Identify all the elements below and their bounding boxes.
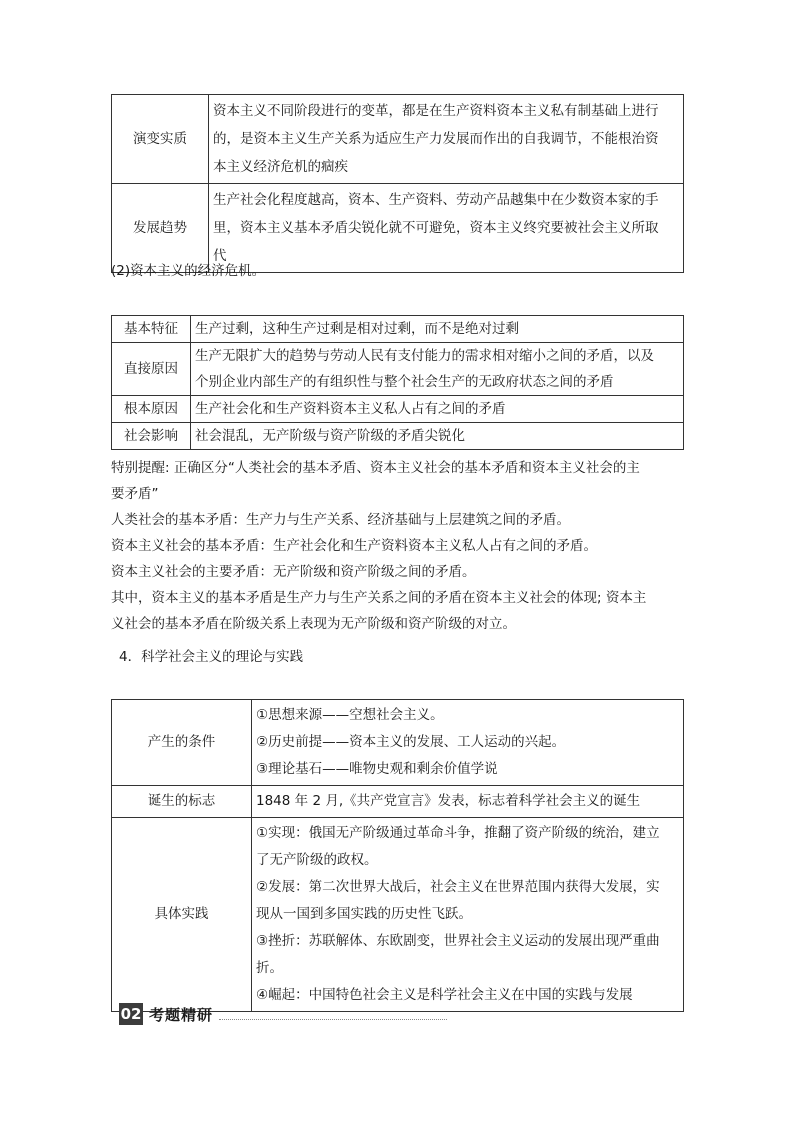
- table-row: [112, 343, 684, 396]
- note-line: 资本主义社会的基本矛盾：生产社会化和生产资料资本主义私人占有之间的矛盾。: [111, 538, 597, 554]
- text-line: 代: [213, 248, 227, 264]
- text-line: 了无产阶级的政权。: [256, 852, 378, 868]
- table-row: [112, 95, 684, 184]
- row-header: 根本原因: [112, 396, 191, 423]
- text-line: 生产社会化和生产资料资本主义私人占有之间的矛盾: [195, 401, 506, 417]
- table-row: [112, 786, 684, 818]
- row-content: [252, 786, 684, 818]
- text-line: ③挫折：苏联解体、东欧剧变，世界社会主义运动的发展出现严重曲: [256, 933, 660, 949]
- row-content: [191, 343, 684, 396]
- section-banner: [119, 1003, 213, 1025]
- note-line: 特别提醒: 正确区分“人类社会的基本矛盾、资本主义社会的基本矛盾和资本主义社会的主: [111, 460, 640, 476]
- text-line: 现从一国到多国实践的历史性飞跃。: [256, 906, 472, 922]
- row-header: 诞生的标志: [112, 786, 252, 818]
- note-line: 其中，资本主义的基本矛盾是生产力与生产关系之间的矛盾在资本主义社会的体现; 资本主: [111, 590, 647, 606]
- text-line: 的，是资本主义生产关系为适应生产力发展而作出的自我调节，不能根治资: [213, 131, 659, 147]
- text-line: 生产无限扩大的趋势与劳动人民有支付能力的需求相对缩小之间的矛盾，以及: [195, 348, 654, 364]
- table-row: [112, 818, 684, 1012]
- row-content: [191, 316, 684, 343]
- economic-crisis-table: [111, 315, 684, 450]
- row-header: 发展趋势: [112, 184, 209, 273]
- section-heading: 4．科学社会主义的理论与实践: [119, 649, 304, 665]
- note-line: 人类社会的基本矛盾：生产力与生产关系、经济基础与上层建筑之间的矛盾。: [111, 512, 570, 528]
- subsection-title: (2)资本主义的经济危机。: [111, 263, 266, 279]
- note-line: 义社会的基本矛盾在阶级关系上表现为无产阶级和资产阶级的对立。: [111, 616, 516, 632]
- row-header: 具体实践: [112, 818, 252, 1012]
- row-content: [191, 396, 684, 423]
- text-line: 本主义经济危机的痼疾: [213, 159, 348, 175]
- table-row: [112, 396, 684, 423]
- text-line: 里，资本主义基本矛盾尖锐化就不可避免，资本主义终究要被社会主义所取: [213, 220, 659, 236]
- text-line: ②历史前提——资本主义的发展、工人运动的兴起。: [256, 734, 566, 750]
- text-line: 社会混乱，无产阶级与资产阶级的矛盾尖锐化: [195, 428, 465, 444]
- row-content: [191, 423, 684, 450]
- row-header: 社会影响: [112, 423, 191, 450]
- text-line: 1848 年 2 月,《共产党宣言》发表，标志着科学社会主义的诞生: [256, 793, 641, 809]
- row-header: 演变实质: [112, 95, 209, 184]
- text-line: 资本主义不同阶段进行的变革，都是在生产资料资本主义私有制基础上进行: [213, 103, 659, 119]
- row-header: 产生的条件: [112, 700, 252, 786]
- row-content: [252, 818, 684, 1012]
- row-content: [209, 184, 684, 273]
- text-line: 折。: [256, 960, 283, 976]
- table-row: [112, 700, 684, 786]
- table-row: [112, 316, 684, 343]
- dotted-divider: [219, 1019, 447, 1020]
- text-line: ③理论基石——唯物史观和剩余价值学说: [256, 761, 498, 777]
- text-line: ②发展：第二次世界大战后，社会主义在世界范围内获得大发展，实: [256, 879, 660, 895]
- text-line: 生产过剩，这种生产过剩是相对过剩，而不是绝对过剩: [195, 321, 519, 337]
- row-header: 基本特征: [112, 316, 191, 343]
- capitalism-evolution-table: [111, 94, 684, 273]
- text-line: 生产社会化程度越高，资本、生产资料、劳动产品越集中在少数资本家的手: [213, 192, 659, 208]
- row-content: [252, 700, 684, 786]
- table-row: [112, 423, 684, 450]
- text-line: ④崛起：中国特色社会主义是科学社会主义在中国的实践与发展: [256, 987, 633, 1003]
- section-number-badge: 02: [120, 1005, 142, 1023]
- note-line: 要矛盾”: [111, 486, 159, 502]
- scientific-socialism-table: [111, 699, 684, 1012]
- row-content: [209, 95, 684, 184]
- section-banner-title: 考题精研: [149, 1005, 214, 1024]
- text-line: 个别企业内部生产的有组织性与整个社会生产的无政府状态之间的矛盾: [195, 374, 614, 390]
- text-line: ①思想来源——空想社会主义。: [256, 707, 444, 723]
- special-note: [111, 455, 684, 637]
- text-line: ①实现：俄国无产阶级通过革命斗争，推翻了资产阶级的统治，建立: [256, 825, 660, 841]
- row-header: 直接原因: [112, 343, 191, 396]
- note-line: 资本主义社会的主要矛盾：无产阶级和资产阶级之间的矛盾。: [111, 564, 476, 580]
